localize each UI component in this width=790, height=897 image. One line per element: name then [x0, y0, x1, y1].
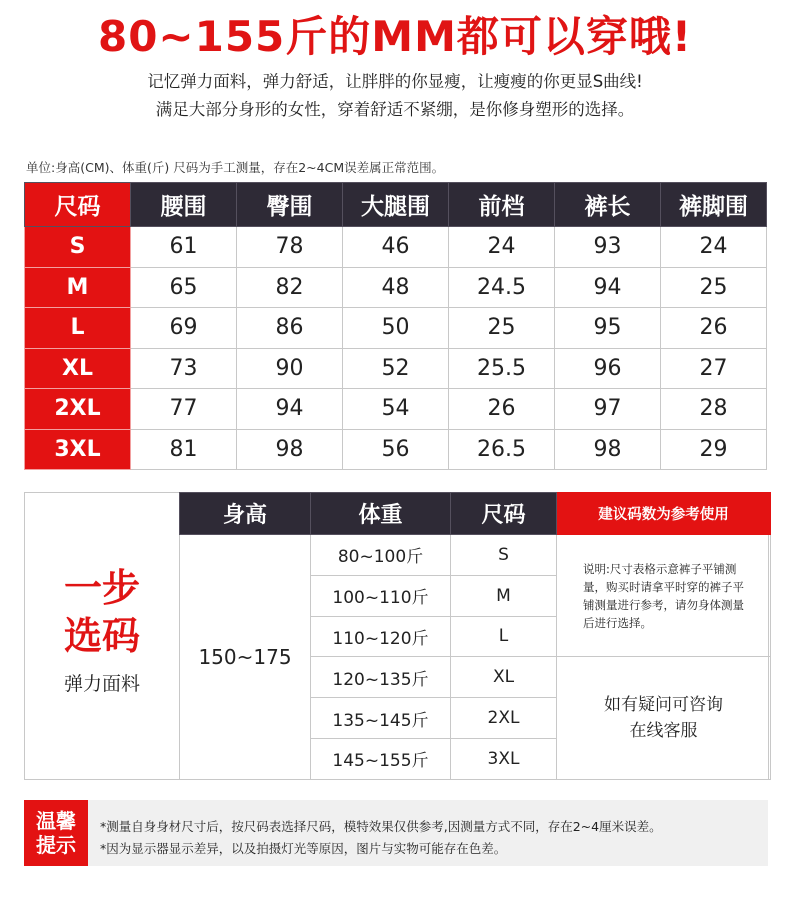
- table-cell: 98: [237, 429, 343, 470]
- table-cell: 65: [131, 267, 237, 308]
- col-header-hip: 臀围: [237, 183, 343, 227]
- col-header-waist: 腰围: [131, 183, 237, 227]
- size-chart-table: [24, 182, 767, 470]
- table-cell: 50: [343, 308, 449, 349]
- measurement-note: 说明:尺寸表格示意裤子平铺测量，购买时请拿平时穿的裤子平铺测量进行参考，请勿身体测量后进行选择。: [557, 535, 771, 657]
- table-row: [180, 535, 771, 576]
- table-cell: 81: [131, 429, 237, 470]
- table-cell: 46: [343, 227, 449, 268]
- table-cell: 26: [449, 389, 555, 430]
- weight-range: 145~155斤: [311, 738, 451, 779]
- recommendation-table: [179, 492, 771, 780]
- table-cell: 54: [343, 389, 449, 430]
- table-cell: 28: [661, 389, 767, 430]
- table-row: [25, 348, 767, 389]
- table-cell: 82: [237, 267, 343, 308]
- headline: 80~155斤的MM都可以穿哦!: [97, 12, 693, 61]
- weight-range: 135~145斤: [311, 698, 451, 739]
- table-cell: 95: [555, 308, 661, 349]
- table-row: [25, 389, 767, 430]
- reference-notice: 建议码数为参考使用: [557, 493, 771, 535]
- recommended-size: 3XL: [451, 738, 557, 779]
- tips-badge-line1: 温馨: [36, 809, 76, 833]
- recommendation-title-block: [25, 493, 179, 779]
- table-cell: 78: [237, 227, 343, 268]
- tips-badge-line2: 提示: [36, 833, 76, 857]
- table-cell: 86: [237, 308, 343, 349]
- tip-line-1: *测量自身身材尺寸后，按尺码表选择尺码，模特效果仅供参考,因测量方式不同，存在2~4厘米误差。: [100, 819, 662, 834]
- col-header-size: 尺码: [25, 183, 131, 227]
- table-cell: 77: [131, 389, 237, 430]
- table-cell: 98: [555, 429, 661, 470]
- subline-2: 满足大部分身形的女性，穿着舒适不紧绷，是你修身塑形的选择。: [155, 100, 635, 119]
- col-header-hem: 裤脚围: [661, 183, 767, 227]
- size-label: 2XL: [25, 389, 131, 430]
- table-cell: 27: [661, 348, 767, 389]
- table-cell: 96: [555, 348, 661, 389]
- table-cell: 26.5: [449, 429, 555, 470]
- table-row: [25, 308, 767, 349]
- table-cell: 25.5: [449, 348, 555, 389]
- contact-service-note: [557, 657, 771, 779]
- table-cell: 25: [661, 267, 767, 308]
- contact-line-2: 在线客服: [629, 721, 698, 742]
- height-range: 150~175: [180, 535, 311, 780]
- recommended-size: XL: [451, 657, 557, 698]
- col-header-height: 身高: [180, 493, 311, 535]
- table-cell: 97: [555, 389, 661, 430]
- col-header-rec-size: 尺码: [451, 493, 557, 535]
- table-cell: 24.5: [449, 267, 555, 308]
- tip-line-2: *因为显示器显示差异，以及拍摄灯光等原因，图片与实物可能存在色差。: [100, 841, 507, 856]
- table-cell: 94: [555, 267, 661, 308]
- weight-range: 110~120斤: [311, 616, 451, 657]
- recommendation-header-row: [180, 493, 771, 535]
- tips-badge: [24, 800, 88, 866]
- table-cell: 48: [343, 267, 449, 308]
- recommended-size: L: [451, 616, 557, 657]
- col-header-thigh: 大腿围: [343, 183, 449, 227]
- table-cell: 56: [343, 429, 449, 470]
- table-cell: 24: [449, 227, 555, 268]
- contact-line-1: 如有疑问可咨询: [604, 695, 723, 716]
- table-cell: 25: [449, 308, 555, 349]
- col-header-length: 裤长: [555, 183, 661, 227]
- size-label: 3XL: [25, 429, 131, 470]
- weight-range: 100~110斤: [311, 575, 451, 616]
- recommended-size: 2XL: [451, 698, 557, 739]
- table-cell: 93: [555, 227, 661, 268]
- table-row: [25, 429, 767, 470]
- table-cell: 94: [237, 389, 343, 430]
- size-label: XL: [25, 348, 131, 389]
- table-cell: 73: [131, 348, 237, 389]
- tips-bar: [24, 800, 768, 866]
- size-label: L: [25, 308, 131, 349]
- size-recommendation-panel: [24, 492, 769, 780]
- table-cell: 61: [131, 227, 237, 268]
- table-cell: 26: [661, 308, 767, 349]
- size-label: M: [25, 267, 131, 308]
- table-cell: 52: [343, 348, 449, 389]
- recommendation-title-line2: 选码: [63, 614, 140, 658]
- subline-1: 记忆弹力面料，弹力舒适，让胖胖的你显瘦，让瘦瘦的你更显S曲线!: [147, 72, 643, 91]
- table-cell: 24: [661, 227, 767, 268]
- table-cell: 69: [131, 308, 237, 349]
- size-label: S: [25, 227, 131, 268]
- col-header-front-rise: 前档: [449, 183, 555, 227]
- recommended-size: S: [451, 535, 557, 576]
- unit-note: 单位:身高(CM)、体重(斤) 尺码为手工测量，存在2~4CM误差属正常范围。: [26, 160, 445, 175]
- table-row: [25, 267, 767, 308]
- table-cell: 90: [237, 348, 343, 389]
- col-header-weight: 体重: [311, 493, 451, 535]
- recommended-size: M: [451, 575, 557, 616]
- table-cell: 29: [661, 429, 767, 470]
- table-row: [25, 227, 767, 268]
- size-chart-header-row: [25, 183, 767, 227]
- weight-range: 120~135斤: [311, 657, 451, 698]
- recommendation-title-line1: 一步: [63, 566, 140, 610]
- weight-range: 80~100斤: [311, 535, 451, 576]
- fabric-label: 弹力面料: [63, 673, 140, 695]
